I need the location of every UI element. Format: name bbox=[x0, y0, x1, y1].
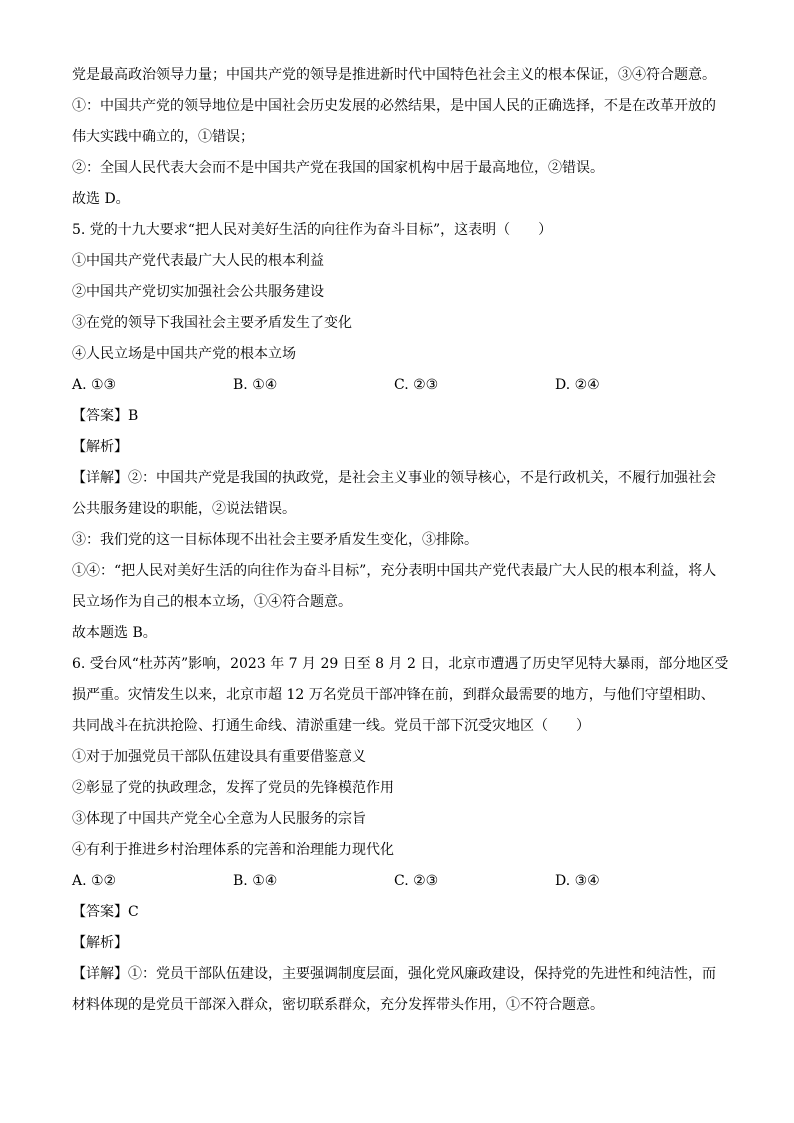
statement-item: ④有利于推进乡村治理体系的完善和治理能力现代化 bbox=[72, 842, 394, 858]
text-line: 伟大实践中确立的，①错误； bbox=[72, 129, 254, 145]
question-stem: 6. 受台风“杜苏芮”影响，2023 年 7 月 29 日至 8 月 2 日，北京市遭遇了历史罕见特大暴雨，部分地区受 bbox=[72, 656, 729, 672]
analysis-label: 【解析】 bbox=[72, 935, 128, 951]
detail-line: 【详解】①：党员干部队伍建设，主要强调制度层面，强化党风廉政建设，保持党的先进性和纯洁性，而 bbox=[72, 966, 716, 982]
answer-options bbox=[72, 374, 722, 405]
answer-options bbox=[72, 870, 722, 901]
detail-line: 材料体现的是党员干部深入群众，密切联系群众，充分发挥带头作用，①不符合题意。 bbox=[72, 997, 604, 1013]
option-b: B. ①④ bbox=[233, 873, 278, 889]
conclusion-line: 故本题选 B。 bbox=[72, 625, 157, 641]
question-6 bbox=[72, 653, 729, 1025]
option-d: D. ③④ bbox=[555, 873, 600, 889]
statement-item: ③在党的领导下我国社会主要矛盾发生了变化 bbox=[72, 315, 352, 331]
question-stem: 5. 党的十九大要求“把人民对美好生活的向往作为奋斗目标”，这表明（ ） bbox=[72, 222, 553, 238]
option-a: A. ①③ bbox=[72, 377, 117, 393]
answer-line: 【答案】B bbox=[72, 408, 139, 424]
question-5 bbox=[72, 219, 722, 653]
option-d: D. ②④ bbox=[555, 377, 600, 393]
option-b: B. ①④ bbox=[233, 377, 278, 393]
detail-line: ③：我们党的这一目标体现不出社会主要矛盾发生变化，③排除。 bbox=[72, 532, 478, 548]
detail-line: 民立场作为自己的根本立场，①④符合题意。 bbox=[72, 594, 352, 610]
question-stem: 共同战斗在抗洪抢险、打通生命线、清淤重建一线。党员干部下沉受灾地区（ ） bbox=[72, 718, 590, 734]
statement-item: ②彰显了党的执政理念，发挥了党员的先锋模范作用 bbox=[72, 780, 394, 796]
statement-item: ①对于加强党员干部队伍建设具有重要借鉴意义 bbox=[72, 749, 366, 765]
detail-line: 公共服务建设的职能，②说法错误。 bbox=[72, 501, 296, 517]
detail-line: 【详解】②：中国共产党是我国的执政党，是社会主义事业的领导核心，不是行政机关，不履行加强社会 bbox=[72, 470, 716, 486]
statement-item: ②中国共产党切实加强社会公共服务建设 bbox=[72, 284, 324, 300]
statement-item: ①中国共产党代表最广大人民的根本利益 bbox=[72, 253, 324, 269]
text-line: 党是最高政治领导力量；中国共产党的领导是推进新时代中国特色社会主义的根本保证，③④符合题意。 bbox=[72, 67, 716, 83]
option-a: A. ①② bbox=[72, 873, 117, 889]
answer-line: 【答案】C bbox=[72, 904, 139, 920]
analysis-label: 【解析】 bbox=[72, 439, 128, 455]
text-line: ①：中国共产党的领导地位是中国社会历史发展的必然结果，是中国人民的正确选择，不是在改革开放的 bbox=[72, 98, 716, 114]
option-c: C. ②③ bbox=[394, 873, 439, 889]
option-c: C. ②③ bbox=[394, 377, 439, 393]
text-line: 故选 D。 bbox=[72, 191, 130, 207]
question-stem: 损严重。灾情发生以来，北京市超 12 万名党员干部冲锋在前，到群众最需要的地方，与他们守望相助、 bbox=[72, 687, 715, 703]
text-line: ②：全国人民代表大会而不是中国共产党在我国的国家机构中居于最高地位，②错误。 bbox=[72, 160, 604, 176]
statement-item: ③体现了中国共产党全心全意为人民服务的宗旨 bbox=[72, 811, 366, 827]
document-body bbox=[72, 64, 729, 1025]
detail-line: ①④：“把人民对美好生活的向往作为奋斗目标”，充分表明中国共产党代表最广大人民的根本利益，将人 bbox=[72, 563, 717, 579]
statement-item: ④人民立场是中国共产党的根本立场 bbox=[72, 346, 296, 362]
